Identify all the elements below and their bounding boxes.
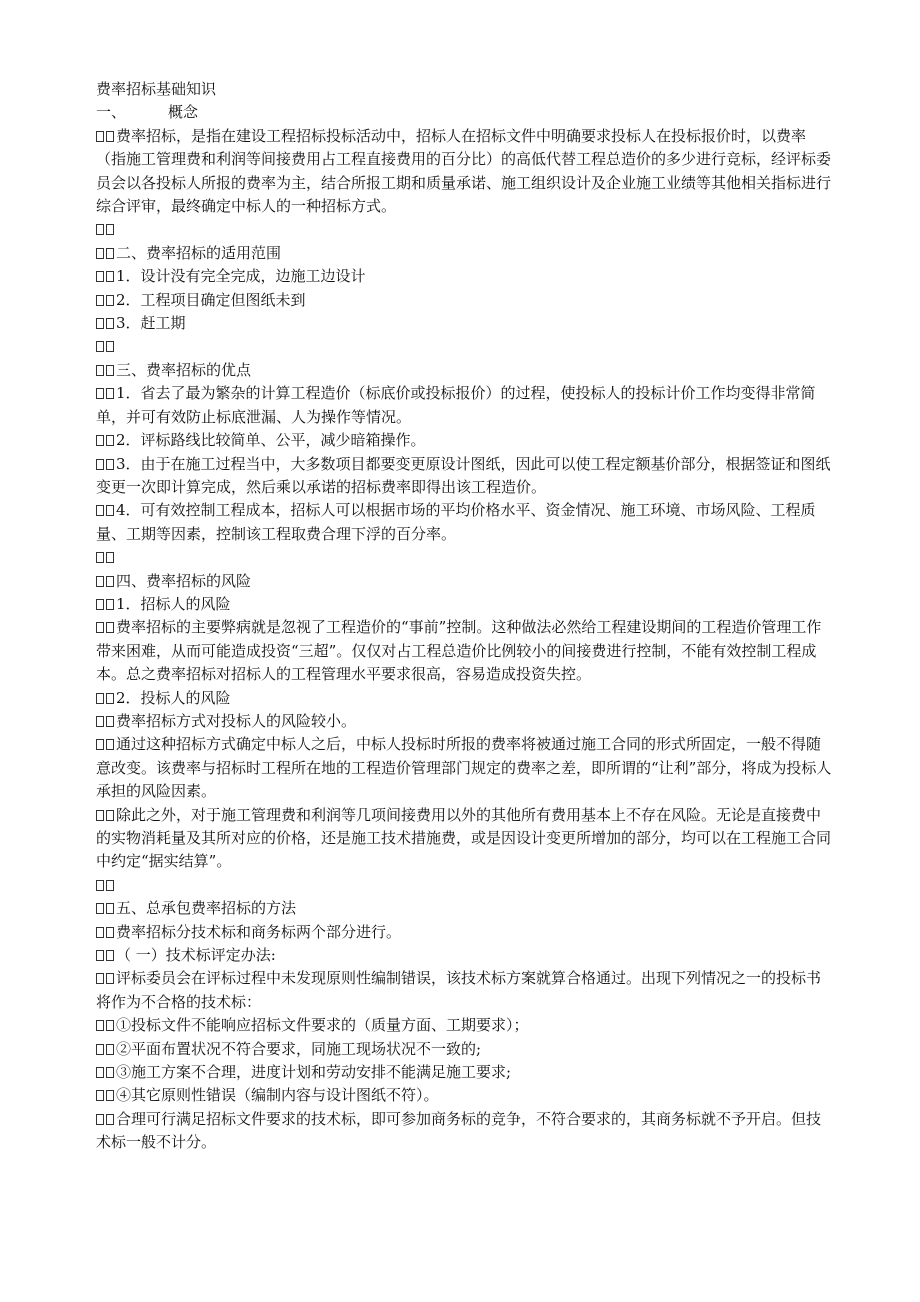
missing-glyph-box — [96, 622, 104, 633]
missing-glyph-box — [96, 459, 104, 470]
section-1-number: 一、 — [96, 103, 127, 122]
missing-glyph-box — [106, 248, 114, 259]
missing-glyph-box — [96, 271, 104, 282]
list-item-text: 4．可有效控制工程成本，招标人可以根据市场的平均价格水平、资金情况、施工环境、市场风险、工程质量、工期等因素，控制该工程取费合理下浮的百分率。 — [96, 501, 816, 543]
missing-glyph-box — [96, 973, 104, 984]
missing-glyph-box — [106, 295, 114, 306]
list-item — [96, 312, 832, 335]
missing-glyph-box — [106, 365, 114, 376]
missing-glyph-box — [106, 435, 114, 446]
missing-glyph-box — [96, 248, 104, 259]
paragraph-text: 合理可行满足招标文件要求的技术标，即可参加商务标的竞争，不符合要求的，其商务标就不予开启。但技术标一般不计分。 — [96, 1109, 822, 1152]
document-page — [96, 78, 832, 1155]
paragraph — [96, 967, 832, 1014]
section-1-heading — [96, 101, 832, 124]
missing-glyph-box — [106, 880, 114, 891]
section-heading-text: 二、费率招标的适用范围 — [116, 243, 282, 262]
section-heading-text: 五、总承包费率招标的方法 — [116, 899, 297, 918]
missing-glyph-box — [96, 903, 104, 914]
paragraph-text: 费率招标，是指在建设工程招标投标活动中，招标人在招标文件中明确要求投标人在投标报价时，以费率（指施工管理费和利润等间接费用占工程直接费用的百分比）的高低代替工程总造价的多少进行竞标，经评标委员会以各投标人所报的费率为主，结合所报工期和质量承诺、施工组织设计及企业施工业绩等其他相关指标进行综合评审，最终确定中标人的一种招标方式。 — [96, 126, 832, 216]
missing-glyph-box — [96, 341, 104, 352]
subheading — [96, 593, 832, 616]
paragraph — [96, 616, 832, 686]
missing-glyph-box — [106, 693, 114, 704]
subheading — [96, 944, 832, 967]
missing-glyph-box — [106, 552, 114, 563]
missing-glyph-box — [106, 903, 114, 914]
missing-glyph-box — [96, 552, 104, 563]
missing-glyph-box — [106, 131, 114, 142]
missing-glyph-box — [106, 271, 114, 282]
missing-glyph-box — [96, 318, 104, 329]
paragraph-text: 费率招标分技术标和商务标两个部分进行。 — [116, 922, 402, 941]
section-1-title: 概念 — [168, 103, 199, 122]
list-item-text: 1．设计没有完全完成，边施工边设计 — [116, 267, 366, 286]
list-item-text: ④其它原则性错误（编制内容与设计图纸不符）。 — [116, 1086, 439, 1105]
list-item-text: 2．工程项目确定但图纸未到 — [116, 290, 306, 309]
paragraph-text: 费率招标的主要弊病就是忽视了工程造价的“事前”控制。这种做法必然给工程建设期间的工程造价管理工作带来困难，从而可能造成投资“三超”。仅仅对占工程总造价比例较小的间接费进行控制，不能有效控制工程成本。总之费率招标对招标人的工程管理水平要求很高，容易造成投资失控。 — [96, 618, 822, 684]
missing-glyph-box — [96, 505, 104, 516]
list-item — [96, 499, 832, 546]
missing-glyph-box — [106, 341, 114, 352]
section-heading-text: 四、费率招标的风险 — [116, 571, 252, 590]
missing-glyph-box — [96, 1044, 104, 1055]
missing-glyph-box — [96, 810, 104, 821]
list-item-text: 1．省去了最为繁杂的计算工程造价（标底价或投标报价）的过程，使投标人的投标计价工作均变得非常简单，并可有效防止标底泄漏、人为操作等情况。 — [96, 384, 816, 426]
list-item — [96, 265, 832, 288]
missing-glyph-box — [96, 131, 104, 142]
missing-glyph-box — [96, 576, 104, 587]
blank-line — [96, 546, 832, 569]
list-item — [96, 1084, 832, 1107]
missing-glyph-box — [106, 1090, 114, 1101]
paragraph — [96, 1108, 832, 1155]
blank-line — [96, 218, 832, 241]
missing-glyph-box — [96, 880, 104, 891]
list-item — [96, 382, 832, 429]
missing-glyph-box — [106, 622, 114, 633]
subheading-text: 2．投标人的风险 — [116, 688, 231, 707]
list-item — [96, 1061, 832, 1084]
missing-glyph-box — [106, 1067, 114, 1078]
list-item-text: 3．由于在施工过程当中，大多数项目都要变更原设计图纸，因此可以使工程定额基价部分，根据签证和图纸变更一次即计算完成，然后乘以承诺的招标费率即得出该工程造价。 — [96, 454, 831, 496]
list-item — [96, 289, 832, 312]
missing-glyph-box — [96, 693, 104, 704]
missing-glyph-box — [106, 576, 114, 587]
missing-glyph-box — [106, 318, 114, 329]
blank-line — [96, 874, 832, 897]
missing-glyph-box — [106, 1044, 114, 1055]
section-3-heading — [96, 359, 832, 382]
missing-glyph-box — [106, 388, 114, 399]
missing-glyph-box — [106, 927, 114, 938]
missing-glyph-box — [96, 927, 104, 938]
doc-title: 费率招标基础知识 — [96, 80, 217, 98]
list-item — [96, 1014, 832, 1037]
missing-glyph-box — [96, 224, 104, 235]
list-item — [96, 1038, 832, 1061]
list-item — [96, 429, 832, 452]
missing-glyph-box — [96, 1067, 104, 1078]
subheading-text: 1．招标人的风险 — [116, 594, 231, 613]
blank-line — [96, 335, 832, 358]
missing-glyph-box — [96, 599, 104, 610]
missing-glyph-box — [106, 973, 114, 984]
paragraph — [96, 710, 832, 733]
missing-glyph-box — [96, 435, 104, 446]
missing-glyph-box — [106, 224, 114, 235]
section-2-heading — [96, 242, 832, 265]
missing-glyph-box — [106, 1114, 114, 1125]
list-item-text: ②平面布置状况不符合要求，同施工现场状况不一致的; — [116, 1039, 482, 1058]
paragraph-text: 通过这种招标方式确定中标人之后，中标人投标时所报的费率将被通过施工合同的形式所固定，一般不得随意改变。该费率与招标时工程所在地的工程造价管理部门规定的费率之差，即所谓的“让利”部分，将成为投标人承担的风险因素。 — [96, 735, 832, 801]
missing-glyph-box — [96, 716, 104, 727]
missing-glyph-box — [106, 1020, 114, 1031]
paragraph-text: 费率招标方式对投标人的风险较小。 — [116, 711, 357, 730]
list-item-text: ③施工方案不合理，进度计划和劳动安排不能满足施工要求; — [116, 1063, 512, 1082]
paragraph — [96, 733, 832, 803]
missing-glyph-box — [106, 810, 114, 821]
missing-glyph-box — [96, 739, 104, 750]
missing-glyph-box — [106, 716, 114, 727]
paragraph — [96, 804, 832, 874]
missing-glyph-box — [106, 505, 114, 516]
list-item-text: 3．赶工期 — [116, 314, 186, 333]
missing-glyph-box — [96, 1090, 104, 1101]
section-5-heading — [96, 897, 832, 920]
list-item-text: ①投标文件不能响应招标文件要求的（质量方面、工期要求）； — [116, 1016, 529, 1035]
subheading-text: （ 一）技术标评定办法: — [116, 946, 276, 965]
missing-glyph-box — [96, 295, 104, 306]
missing-glyph-box — [96, 1020, 104, 1031]
subheading — [96, 687, 832, 710]
missing-glyph-box — [106, 739, 114, 750]
missing-glyph-box — [106, 950, 114, 961]
missing-glyph-box — [96, 1114, 104, 1125]
missing-glyph-box — [106, 459, 114, 470]
paragraph-text: 除此之外，对于施工管理费和利润等几项间接费用以外的其他所有费用基本上不存在风险。无论是直接费中的实物消耗量及其所对应的价格，还是施工技术措施费，或是因设计变更所增加的部分，均可以在工程施工合同中约定“据实结算”。 — [96, 805, 832, 871]
paragraph — [96, 921, 832, 944]
missing-glyph-box — [96, 365, 104, 376]
paragraph — [96, 125, 832, 219]
list-item-text: 2．评标路线比较简单、公平，减少暗箱操作。 — [116, 431, 426, 450]
list-item — [96, 453, 832, 500]
missing-glyph-box — [96, 950, 104, 961]
section-heading-text: 三、费率招标的优点 — [116, 360, 252, 379]
missing-glyph-box — [106, 599, 114, 610]
missing-glyph-box — [96, 388, 104, 399]
section-4-heading — [96, 570, 832, 593]
paragraph-text: 评标委员会在评标过程中未发现原则性编制错误，该技术标方案就算合格通过。出现下列情况之一的投标书将作为不合格的技术标： — [96, 969, 822, 1011]
